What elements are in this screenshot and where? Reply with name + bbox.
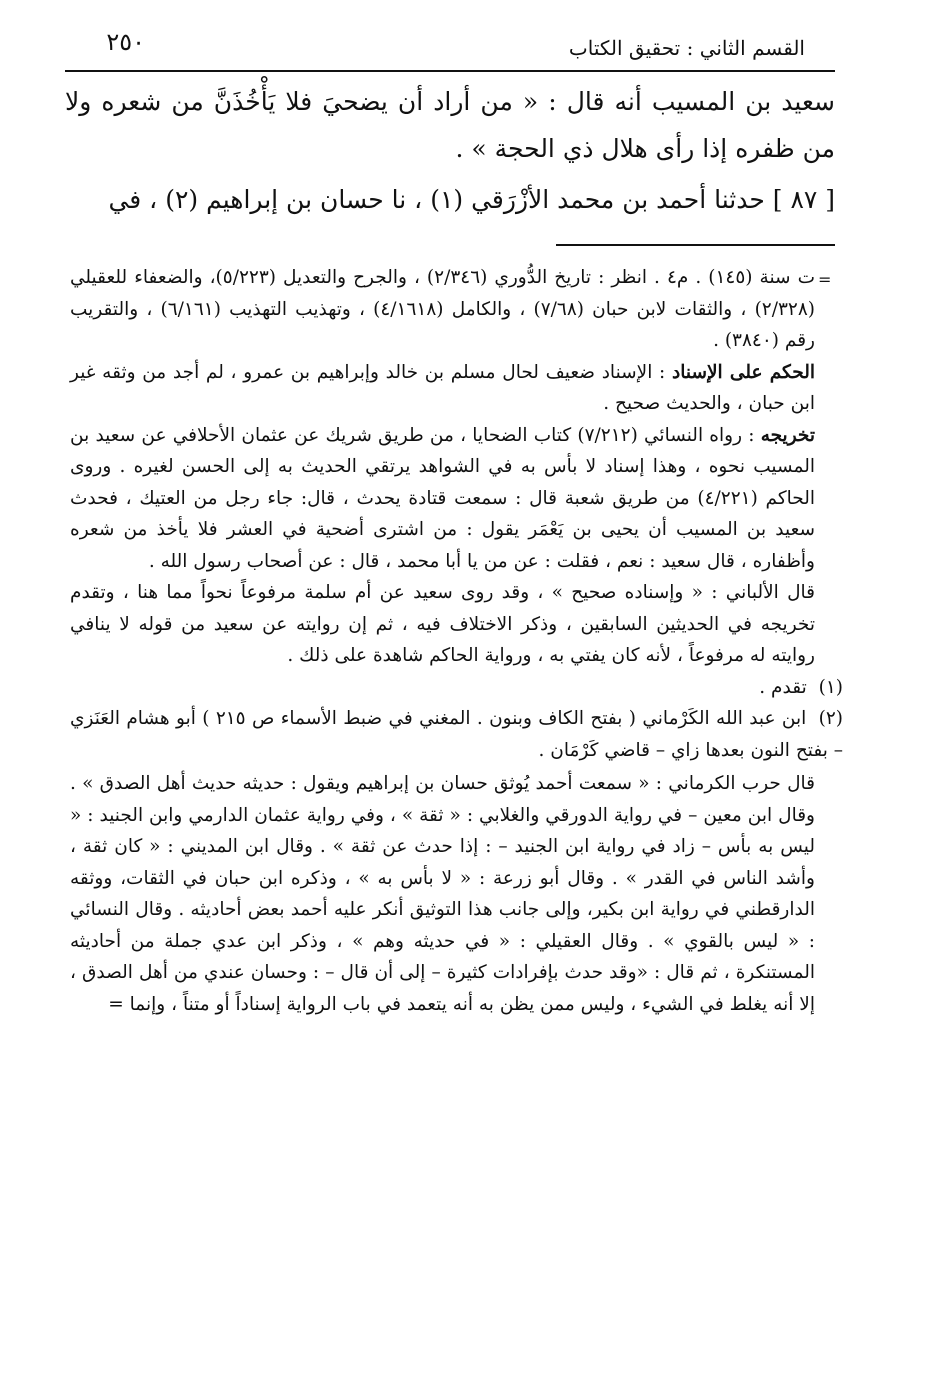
running-title: القسم الثاني : تحقيق الكتاب xyxy=(568,36,805,60)
hadith-87-paragraph: [ ٨٧ ] حدثنا أحمد بن محمد الأزْرَقي (١) ، نا حسان بن إبراهيم (٢) ، في xyxy=(108,185,835,214)
footnote-continued-paragraph xyxy=(70,357,815,420)
footnote-lead: الحكم على الإسناد xyxy=(671,361,815,383)
footnotes xyxy=(70,262,843,1020)
footnote-number: (١) xyxy=(818,676,843,698)
footnote-2-continuation xyxy=(70,768,815,1020)
footnote-1 xyxy=(70,672,843,704)
footnote-divider xyxy=(556,244,835,246)
page-number: ٢٥٠ xyxy=(106,28,145,56)
footnote-text: قال الألباني : « وإسناده صحيح » ، وقد روى سعيد عن أم سلمة مرفوعاً نحواً مما هنا ، وتقدم تخريجه في الحديثين السابقين ، وذكر الاختلاف فيه ، ثم إن روايته عن سعيد من قوله لا ينافي روايته له مرفوعاً ، لأنه كان يفتي به ، ورواية الحاكم شاهدة على ذلك . xyxy=(70,582,815,666)
footnote-continued-paragraph xyxy=(70,262,815,357)
continuation-mark: = xyxy=(818,270,832,289)
main-paragraph: سعيد بن المسيب أنه قال : « من أراد أن يضحيَ فلا يَأْخُذَنَّ من شعره ولا من ظفره إذا رأى هلال ذي الحجة » . xyxy=(65,87,835,163)
footnote-continued-paragraph xyxy=(70,577,815,672)
header-divider xyxy=(65,70,835,72)
footnote-text: : الإسناد ضعيف لحال مسلم بن خالد وإبراهيم بن عمرو ، لم أجد من وثقه غير ابن حبان ، والحديث صحيح . xyxy=(70,361,815,414)
footnote-text: ابن عبد الله الكَرْماني ( بفتح الكاف وبنون . المغني في ضبط الأسماء ص ٢١٥ ) أبو هشام العَنَزي – بفتح النون بعدها زاي – قاضي كَرْمَان . xyxy=(70,708,843,761)
footnote-continued-paragraph xyxy=(70,420,815,578)
footnote-text: تقدم . xyxy=(759,676,807,698)
footnote-2 xyxy=(70,703,843,766)
footnote-number: (٢) xyxy=(818,708,843,729)
footnote-text: قال حرب الكرماني : « سمعت أحمد يُوثق حسان بن إبراهيم ويقول : حديثه حديث أهل الصدق » . وقال ابن معين – في رواية الدورقي والغلابي : « ثقة » ، وفي رواية عثمان الدارمي وابن الجنيد : « ليس به بأس – زاد في رواية ابن الجنيد – : إذا حدث عن ثقة » . وقال ابن المديني : « كان ثقة ، وأشد الناس في القدر » . وقال أبو زرعة : « لا بأس به » ، وذكره ابن حبان في الثقات، ووثقه الدارقطني في رواية ابن بكير، وإلى جانب هذا التوثيق أنكر عليه أحمد بعض أحاديثه . وقال النسائي : « ليس بالقوي » . وقال العقيلي : « في حديثه وهم » ، وذكر ابن عدي جملة من أحاديثه المستنكرة ، ثم قال : «وقد حدث بإفرادات كثيرة – إلى أن قال – : وحسان عندي من أهل الصدق ، إلا أنه يغلط في الشيء ، وليس ممن يظن به أنه يتعمد في باب الرواية إسناداً أو متناً ، وإنما = xyxy=(70,773,815,1015)
main-text xyxy=(65,78,835,223)
footnote-lead: تخريجه xyxy=(760,424,815,446)
footnote-text: : رواه النسائي (٧/٢١٢) كتاب الضحايا ، من طريق شريك عن عثمان الأحلافي عن سعيد بن المسيب نحوه ، وهذا إسناد لا بأس به في الشواهد يرتقي الحديث به إلى الحسن لغيره . وروى الحاكم (٤/٢٢١) من طريق شعبة قال : سمعت قتادة يحدث ، قال: جاء رجل من العتيك ، فحدث سعيد بن المسيب أن يحيى بن يَعْمَر يقول : من اشترى أضحية في العشر فلا يأخذ من شعره وأظفاره ، قال سعيد : نعم ، فقلت : عن من يا أبا محمد ، قال : عن أصحاب رسول الله . xyxy=(70,424,816,572)
footnote-text: ت سنة (١٤٥) . م٤ . انظر : تاريخ الدُّوري (٢/٣٤٦) ، والجرح والتعديل (٥/٢٢٣)، والضعفاء للعقيلي (٢/٣٢٨) ، والثقات لابن حبان (٧/٦٨) ، والكامل (٤/١٦١٨) ، وتهذيب التهذيب (٦/١٦١) ، والتقريب رقم (٣٨٤٠) . xyxy=(70,267,815,351)
